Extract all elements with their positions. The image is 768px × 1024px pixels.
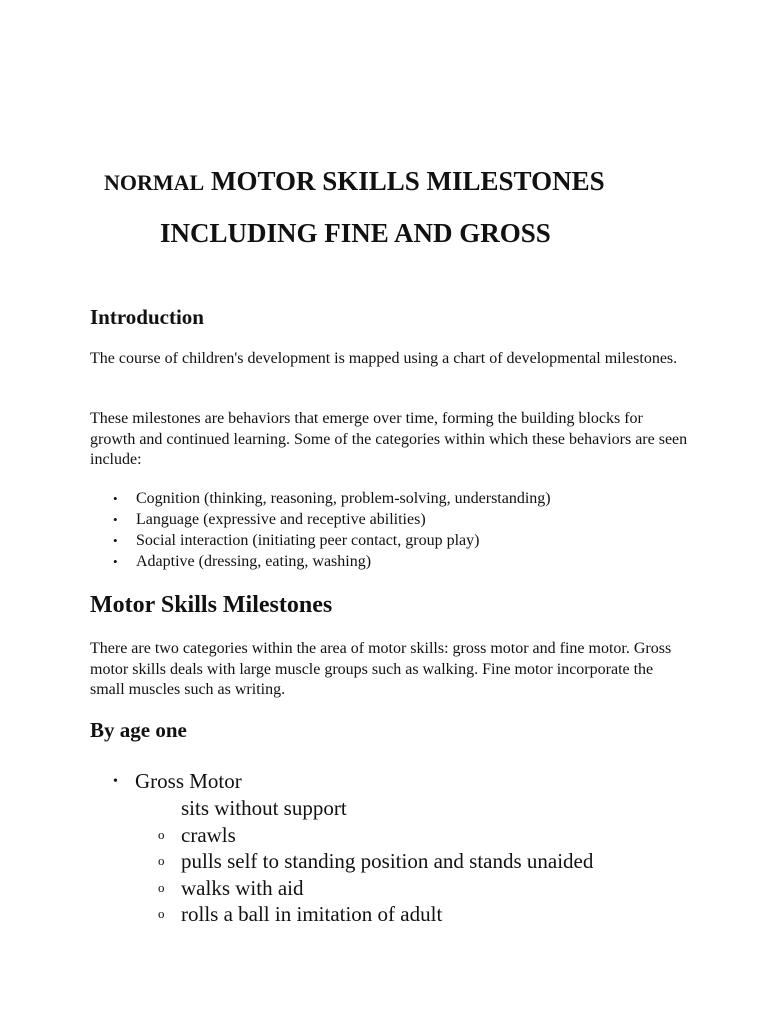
category-item-social-interaction: • Social interaction (initiating peer contact, group play) [90, 530, 690, 551]
motor-skills-paragraph: There are two categories within the area of motor skills: gross motor and fine motor. Gross motor skills deals with large muscle groups such as walking. Fine motor incorporate the small muscles such as writing. [90, 640, 672, 698]
gross-motor-item-crawls: o crawls [90, 822, 710, 849]
category-item-language: • Language (expressive and receptive abilities) [90, 509, 690, 530]
document-title-line-2: INCLUDING FINE AND GROSS [160, 218, 551, 248]
gross-motor-item-sits: sits without support [181, 796, 347, 820]
bullet-icon: • [113, 774, 118, 789]
introduction-paragraph-1: The course of children's development is mapped using a chart of developmental milestones. [90, 350, 678, 367]
motor-skills-heading: Motor Skills Milestones [90, 592, 333, 618]
title-word-normal: NORMAL [104, 170, 205, 195]
introduction-paragraph-2: These milestones are behaviors that emerge over time, forming the building blocks for growth and continued learning. Some of the categories within which these behaviors are seen include: [90, 410, 688, 468]
gross-motor-label: Gross Motor [135, 769, 242, 793]
gross-motor-item-pulls-self: o pulls self to standing position and stands unaided [90, 848, 710, 875]
category-item-adaptive: • Adaptive (dressing, eating, washing) [90, 551, 690, 572]
category-item-cognition: • Cognition (thinking, reasoning, problem-solving, understanding) [90, 488, 690, 509]
gross-motor-item-walks-with-aid: o walks with aid [90, 875, 710, 902]
by-age-one-heading: By age one [90, 718, 187, 742]
introduction-heading: Introduction [90, 305, 204, 329]
categories-list [90, 488, 690, 572]
title-line-1-rest: MOTOR SKILLS MILESTONES [204, 166, 605, 196]
gross-motor-item-rolls-ball: o rolls a ball in imitation of adult [90, 901, 710, 928]
document-title-line-1 [104, 168, 605, 195]
gross-motor-list [90, 795, 710, 928]
